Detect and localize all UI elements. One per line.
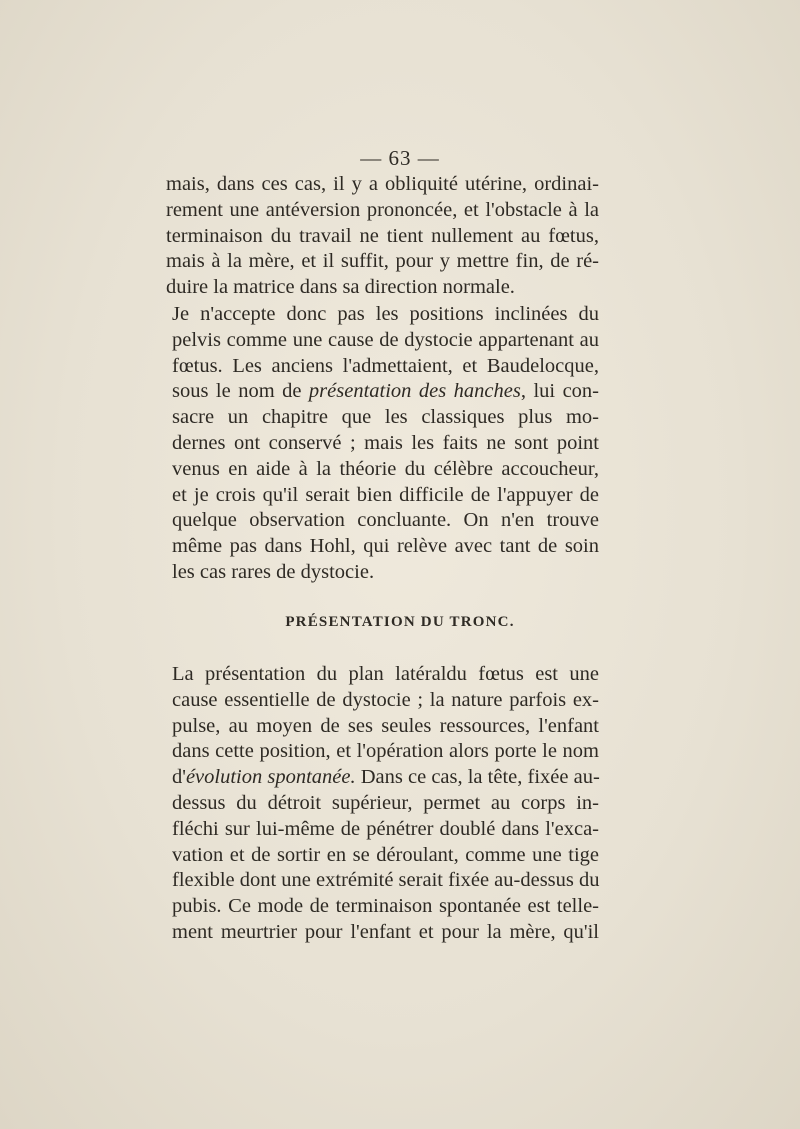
text-line: terminaison du travail ne tient nullement au fœtus, bbox=[166, 224, 599, 247]
text-line: flexible dont une extrémité serait fixée au-dessus du bbox=[172, 869, 600, 892]
section-heading: PRÉSENTATION DU TRONC. bbox=[285, 614, 515, 630]
text-line: dans cette position, et l'opération alors porte le nom bbox=[172, 740, 599, 763]
text-line: les cas rares de dystocie. bbox=[172, 560, 375, 583]
text-line: venus en aide à la théorie du célèbre accoucheur, bbox=[172, 457, 599, 480]
text-line: pulse, au moyen de ses seules ressources, l'enfant bbox=[172, 714, 599, 737]
text-line: pelvis comme une cause de dystocie appartenant au bbox=[172, 328, 599, 351]
text-line: et je crois qu'il serait bien difficile de l'appuyer de bbox=[172, 483, 599, 506]
text-line bbox=[166, 765, 599, 791]
text-line: vation et de sortir en se déroulant, comme une tige bbox=[172, 843, 599, 866]
text-run: d' bbox=[172, 766, 186, 789]
italic-text: évolution spontanée. bbox=[185, 766, 356, 789]
text-line: mais, dans ces cas, il y a obliquité utérine, ordinai- bbox=[166, 173, 599, 195]
text-line: duire la matrice dans sa direction normale. bbox=[166, 276, 515, 299]
text-line bbox=[166, 379, 599, 405]
text-line: rement une antéversion prononcée, et l'obstacle à la bbox=[166, 198, 599, 221]
text-line: même pas dans Hohl, qui relève avec tant de soin bbox=[172, 535, 599, 558]
paragraph-3 bbox=[166, 662, 599, 946]
text-line: mais à la mère, et il suffit, pour y mettre fin, de ré- bbox=[166, 250, 599, 273]
text-line: ment meurtrier pour l'enfant et pour la mère, qu'il bbox=[172, 920, 599, 943]
text-line: dernes ont conservé ; mais les faits ne sont point bbox=[172, 431, 599, 454]
paragraph-2 bbox=[166, 302, 599, 586]
text-line: pubis. Ce mode de terminaison spontanée est telle- bbox=[172, 895, 599, 918]
text-line: quelque observation concluante. On n'en trouve bbox=[172, 509, 599, 532]
paragraph-1 bbox=[166, 172, 599, 301]
italic-text: présentation des hanches bbox=[308, 380, 521, 403]
text-line: La présentation du plan latéraldu fœtus est une bbox=[172, 663, 599, 685]
text-run: Dans ce cas, la tête, fixée au- bbox=[355, 766, 600, 789]
text-line: fœtus. Les anciens l'admettaient, et Baudelocque, bbox=[172, 354, 599, 377]
text-line: cause essentielle de dystocie ; la nature parfois ex- bbox=[172, 688, 599, 711]
page-number: — 63 — bbox=[360, 146, 440, 170]
text-run: , lui con- bbox=[520, 380, 599, 403]
text-line: sacre un chapitre que les classiques plus mo- bbox=[172, 406, 599, 429]
text-line: fléchi sur lui-même de pénétrer doublé dans l'exca- bbox=[172, 817, 599, 840]
text-line: dessus du détroit supérieur, permet au corps in- bbox=[172, 791, 599, 814]
text-line: Je n'accepte donc pas les positions inclinées du bbox=[172, 303, 599, 325]
text-run: sous le nom de bbox=[172, 380, 309, 403]
